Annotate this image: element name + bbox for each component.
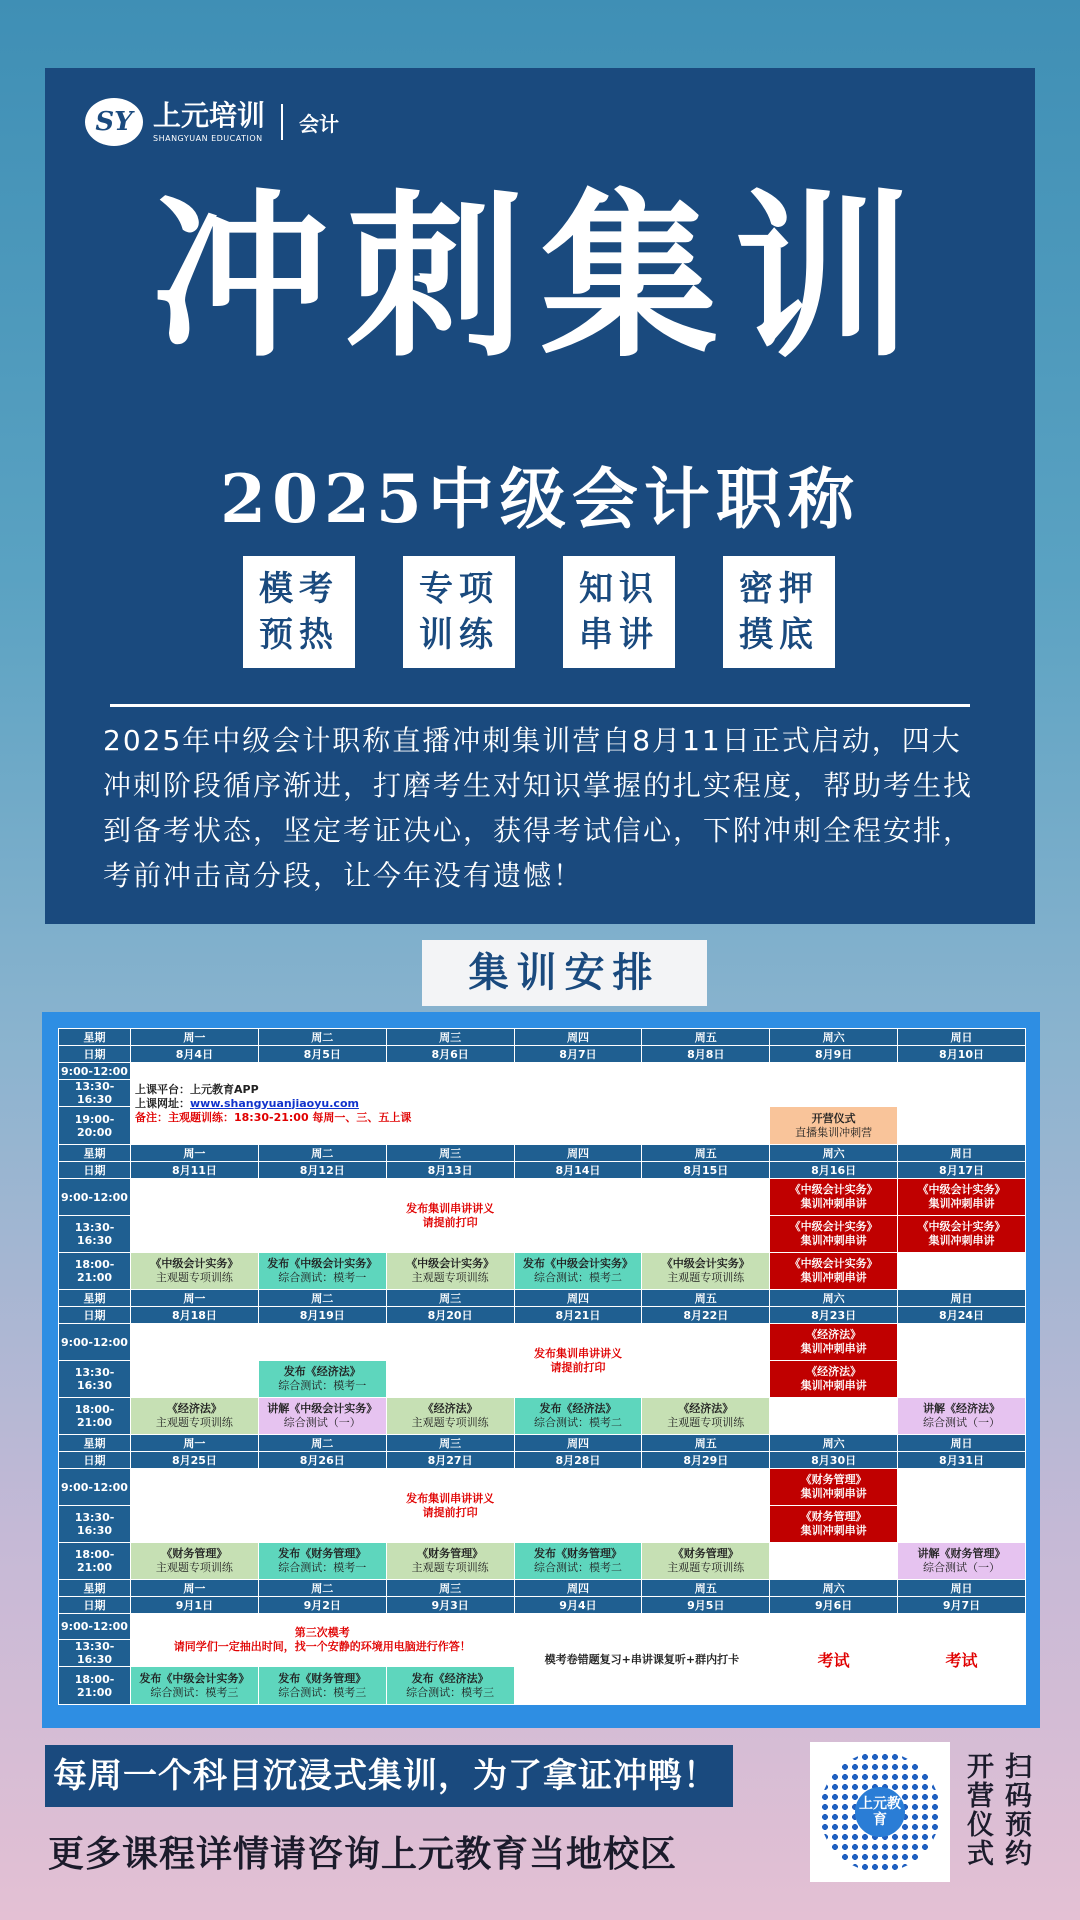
table-cell: 8月5日	[258, 1046, 386, 1063]
table-row	[59, 1290, 1026, 1307]
table-cell: 周二	[258, 1290, 386, 1307]
table-cell: 周二	[258, 1580, 386, 1597]
table-row	[59, 1469, 1026, 1506]
session-cell	[770, 1216, 898, 1253]
page-title: 冲刺集训	[152, 172, 928, 381]
table-cell: 8月22日	[642, 1307, 770, 1324]
brand-name: 上元培训	[153, 98, 266, 132]
table-cell: 周三	[386, 1435, 514, 1452]
cell-text: 集训冲刺串讲	[928, 1234, 995, 1247]
tag-mock	[243, 556, 355, 668]
cell-text: 直播集训冲刺营	[795, 1125, 873, 1139]
table-cell: 9:00-12:00	[59, 1614, 131, 1640]
session-cell	[642, 1253, 770, 1290]
table-cell: 星期	[59, 1029, 131, 1046]
session-cell	[386, 1543, 514, 1580]
table-cell: 周三	[386, 1580, 514, 1597]
table-cell: 8月14日	[514, 1162, 642, 1179]
cell-text: 请提前打印	[422, 1215, 478, 1229]
table-cell: 13:30-16:30	[59, 1506, 131, 1543]
table-cell: 8月19日	[258, 1307, 386, 1324]
cell-text: 《经济法》	[166, 1402, 222, 1415]
session-cell	[770, 1506, 898, 1543]
cell-text: 综合测试：模考二	[533, 1416, 622, 1429]
session-cell	[131, 1398, 259, 1435]
brand-en: SHANGYUAN EDUCATION	[153, 133, 263, 143]
cell-text: 主观题专项训练	[155, 1271, 233, 1284]
table-cell: 8月27日	[386, 1452, 514, 1469]
session-cell	[131, 1667, 259, 1705]
divider	[110, 704, 970, 707]
table-cell: 8月6日	[386, 1046, 514, 1063]
cell-text: 综合测试：模考二	[533, 1561, 622, 1574]
hero-panel	[45, 68, 1035, 924]
table-cell	[131, 1324, 259, 1398]
cell-text: 主观题专项训练	[155, 1561, 233, 1574]
cell-text: 集训冲刺串讲	[800, 1487, 867, 1500]
session-cell	[386, 1253, 514, 1290]
feature-tags	[243, 556, 835, 668]
cell-text: 综合测试：模考一	[278, 1271, 367, 1284]
cell-text: 发布《财务管理》	[533, 1547, 622, 1560]
qr-logo: 上元教育	[855, 1787, 905, 1837]
session-cell	[258, 1253, 386, 1290]
cell-text: 《经济法》	[806, 1365, 862, 1378]
cell-text: 主观题专项训练	[411, 1271, 489, 1284]
table-cell: 周六	[770, 1290, 898, 1307]
table-cell: 18:00-21:00	[59, 1253, 131, 1290]
session-cell	[131, 1253, 259, 1290]
cell-text: 发布《经济法》	[283, 1365, 361, 1378]
table-cell: 8月20日	[386, 1307, 514, 1324]
table-cell: 周五	[642, 1145, 770, 1162]
table-cell: 周一	[131, 1580, 259, 1597]
cell-text: 专项	[419, 569, 499, 609]
table-cell: 13:30-16:30	[59, 1361, 131, 1398]
table-cell: 周五	[642, 1029, 770, 1046]
schedule-title: 集训安排	[422, 940, 707, 1006]
cell-text: 训练	[419, 615, 499, 655]
cell-text: 综合测试（一）	[283, 1416, 361, 1429]
cell-text: 综合测试：模考三	[278, 1685, 367, 1699]
publish-notice	[386, 1324, 770, 1398]
cell-text: 《财务管理》	[161, 1547, 228, 1560]
cell-text: 主观题专项训练	[667, 1271, 745, 1284]
table-cell: 周一	[131, 1029, 259, 1046]
slogan-banner: 每周一个科目沉浸式集训，为了拿证冲鸭！	[45, 1745, 733, 1807]
table-row	[59, 1324, 1026, 1361]
session-cell	[770, 1361, 898, 1398]
session-cell	[770, 1324, 898, 1361]
table-cell: 9月5日	[642, 1597, 770, 1614]
table-cell: 日期	[59, 1307, 131, 1324]
cell-text: 串讲	[579, 615, 659, 655]
table-cell: 日期	[59, 1597, 131, 1614]
session-cell	[258, 1361, 386, 1398]
vertical-ceremony: 开营仪式	[962, 1752, 993, 1868]
table-row	[59, 1597, 1026, 1614]
table-cell: 8月11日	[131, 1162, 259, 1179]
table-row	[59, 1179, 1026, 1216]
table-cell: 星期	[59, 1435, 131, 1452]
table-row	[59, 1435, 1026, 1452]
table-cell: 8月9日	[770, 1046, 898, 1063]
cell-text: 《中级会计实务》	[150, 1257, 239, 1270]
session-cell	[514, 1543, 642, 1580]
cell-text: 综合测试：模考一	[278, 1379, 367, 1392]
table-row	[59, 1452, 1026, 1469]
cell-text: 《经济法》	[806, 1328, 862, 1341]
opening-ceremony	[770, 1107, 898, 1145]
table-cell: 9月4日	[514, 1597, 642, 1614]
table-cell: 周五	[642, 1435, 770, 1452]
session-cell	[898, 1216, 1026, 1253]
table-cell: 8月7日	[514, 1046, 642, 1063]
cell-text: 《中级会计实务》	[789, 1220, 878, 1233]
cell-text: 请提前打印	[422, 1505, 478, 1519]
table-cell	[898, 1469, 1026, 1543]
cell-text: 备注：主观题训练：18:30-21:00 每周一、三、五上课	[135, 1110, 412, 1124]
cell-text: 《财务管理》	[417, 1547, 484, 1560]
table-cell: 8月4日	[131, 1046, 259, 1063]
table-cell: 星期	[59, 1290, 131, 1307]
cell-text: 综合测试（一）	[923, 1416, 1001, 1429]
table-cell: 周六	[770, 1145, 898, 1162]
session-cell	[386, 1398, 514, 1435]
session-cell	[770, 1469, 898, 1506]
table-cell: 周一	[131, 1145, 259, 1162]
table-cell: 8月28日	[514, 1452, 642, 1469]
session-cell	[770, 1179, 898, 1216]
page-subtitle: 2025中级会计职称	[220, 460, 860, 538]
table-cell: 8月8日	[642, 1046, 770, 1063]
cell-text: 主观题专项训练	[667, 1416, 745, 1429]
cell-text: 主观题专项训练	[411, 1416, 489, 1429]
session-cell	[258, 1543, 386, 1580]
table-row	[59, 1253, 1026, 1290]
cell-text: 主观题专项训练	[411, 1561, 489, 1574]
table-cell: 周六	[770, 1580, 898, 1597]
cell-text: 综合测试（一）	[923, 1561, 1001, 1574]
table-cell: 18:00-21:00	[59, 1398, 131, 1435]
table-cell: 周三	[386, 1290, 514, 1307]
intro-text: 2025年中级会计职称直播冲刺集训营自8月11日正式启动，四大冲刺阶段循序渐进，打磨考生对知识掌握的扎实程度，帮助考生找到备考状态，坚定考证决心，获得考试信心，下附冲刺全程安排，考前冲击高分段，让今年没有遗憾！	[103, 724, 974, 892]
table-cell	[770, 1543, 898, 1580]
session-cell	[898, 1398, 1026, 1435]
cell-text: 《中级会计实务》	[789, 1257, 878, 1270]
table-cell	[258, 1324, 386, 1361]
mock-notice	[131, 1614, 515, 1667]
table-cell: 9:00-12:00	[59, 1324, 131, 1361]
table-cell: 8月13日	[386, 1162, 514, 1179]
session-cell	[514, 1253, 642, 1290]
cell-text: 发布《财务管理》	[278, 1671, 367, 1685]
table-cell: 8月16日	[770, 1162, 898, 1179]
table-cell	[770, 1063, 898, 1107]
table-cell: 周四	[514, 1029, 642, 1046]
table-cell: 周二	[258, 1029, 386, 1046]
cell-text: 《财务管理》	[672, 1547, 739, 1560]
table-cell: 日期	[59, 1046, 131, 1063]
cell-text: 综合测试：模考一	[278, 1561, 367, 1574]
table-cell: 8月25日	[131, 1452, 259, 1469]
table-cell: 周日	[898, 1580, 1026, 1597]
cell-text: 请同学们一定抽出时间，找一个安静的环境用电脑进行作答！	[173, 1640, 471, 1653]
session-cell	[642, 1543, 770, 1580]
cell-text: 第三次模考	[294, 1626, 350, 1639]
course-link[interactable]: www.shangyuanjiaoyu.com	[190, 1096, 359, 1110]
table-cell: 周五	[642, 1290, 770, 1307]
tag-training	[403, 556, 515, 668]
table-row	[59, 1162, 1026, 1179]
cell-text: 发布集训串讲讲义	[533, 1346, 622, 1360]
cell-text: 发布《经济法》	[411, 1671, 489, 1685]
qr-code[interactable]	[810, 1742, 950, 1882]
cell-text: 开营仪式	[811, 1111, 856, 1125]
cell-text: 发布集训串讲讲义	[406, 1201, 495, 1215]
table-cell: 18:00-21:00	[59, 1543, 131, 1580]
table-cell: 周二	[258, 1145, 386, 1162]
table-cell: 18:00-21:00	[59, 1667, 131, 1705]
table-cell	[770, 1398, 898, 1435]
table-cell: 8月24日	[898, 1307, 1026, 1324]
session-cell	[258, 1667, 386, 1705]
table-row	[59, 1398, 1026, 1435]
cell-text: 模考	[259, 569, 339, 609]
cell-text: 请提前打印	[550, 1360, 606, 1374]
cell-text: 《财务管理》	[800, 1473, 867, 1486]
session-cell	[642, 1398, 770, 1435]
table-cell: 9月7日	[898, 1597, 1026, 1614]
weekday-row	[59, 1029, 1026, 1046]
publish-notice	[131, 1179, 770, 1253]
session-cell	[258, 1398, 386, 1435]
cell-text: 密押	[739, 569, 819, 609]
table-cell	[898, 1253, 1026, 1290]
table-row	[59, 1145, 1026, 1162]
table-cell: 8月18日	[131, 1307, 259, 1324]
table-cell: 周六	[770, 1029, 898, 1046]
cell-text: 《中级会计实务》	[917, 1220, 1006, 1233]
cell-text: 讲解《经济法》	[923, 1402, 1001, 1415]
table-cell: 周日	[898, 1435, 1026, 1452]
session-cell	[514, 1398, 642, 1435]
table-cell: 8月30日	[770, 1452, 898, 1469]
table-cell: 8月21日	[514, 1307, 642, 1324]
table-cell: 周四	[514, 1580, 642, 1597]
session-cell	[131, 1543, 259, 1580]
table-cell: 日期	[59, 1452, 131, 1469]
table-cell: 13:30-16:30	[59, 1216, 131, 1253]
table-cell: 8月10日	[898, 1046, 1026, 1063]
session-cell	[898, 1179, 1026, 1216]
cell-text: 集训冲刺串讲	[800, 1342, 867, 1355]
cell-text: 摸底	[739, 615, 819, 655]
table-cell: 19:00-20:00	[59, 1107, 131, 1145]
publish-notice	[131, 1469, 770, 1543]
table-cell: 9:00-12:00	[59, 1469, 131, 1506]
table-cell: 9月6日	[770, 1597, 898, 1614]
table-cell: 9:00-12:00	[59, 1063, 131, 1080]
table-cell: 周一	[131, 1290, 259, 1307]
cell-text: 发布集训串讲讲义	[406, 1491, 495, 1505]
table-cell	[898, 1324, 1026, 1398]
table-cell: 13:30-16:30	[59, 1640, 131, 1667]
cell-text: 《中级会计实务》	[661, 1257, 750, 1270]
brand-category: 会计	[299, 111, 340, 136]
cell-text: 发布《中级会计实务》	[522, 1257, 633, 1270]
logo-divider	[281, 104, 283, 140]
table-cell: 周三	[386, 1029, 514, 1046]
cell-text: 综合测试：模考三	[406, 1685, 495, 1699]
vertical-scan: 扫码预约	[1000, 1752, 1031, 1868]
table-cell: 13:30-16:30	[59, 1080, 131, 1107]
table-cell: 周五	[642, 1580, 770, 1597]
session-cell	[386, 1667, 514, 1705]
cell-text: 主观题专项训练	[667, 1561, 745, 1574]
cell-text: 主观题专项训练	[155, 1416, 233, 1429]
cell-text: 发布《中级会计实务》	[139, 1671, 250, 1685]
table-cell: 8月26日	[258, 1452, 386, 1469]
contact-line: 更多课程详情请咨询上元教育当地校区	[48, 1833, 678, 1875]
table-row	[59, 1307, 1026, 1324]
brand-logo	[85, 98, 339, 146]
exam-cell: 考试	[898, 1614, 1026, 1705]
table-cell: 周二	[258, 1435, 386, 1452]
cell-text: 《中级会计实务》	[789, 1183, 878, 1196]
table-cell: 星期	[59, 1580, 131, 1597]
cell-text: 预热	[259, 615, 339, 655]
cell-text: 上课平台：上元教育APP	[135, 1082, 259, 1096]
platform-info	[131, 1063, 770, 1145]
table-cell: 周日	[898, 1029, 1026, 1046]
logo-mark-icon: SY	[85, 98, 143, 146]
cell-text	[135, 1097, 769, 1111]
cell-text: 上课网址：	[135, 1096, 190, 1110]
table-row	[59, 1580, 1026, 1597]
table-cell: 周四	[514, 1145, 642, 1162]
table-cell	[898, 1063, 1026, 1145]
table-row	[59, 1543, 1026, 1580]
table-cell: 8月31日	[898, 1452, 1026, 1469]
cell-text: 集训冲刺串讲	[800, 1234, 867, 1247]
session-cell	[898, 1543, 1026, 1580]
table-cell: 8月12日	[258, 1162, 386, 1179]
table-cell: 周三	[386, 1145, 514, 1162]
table-row	[59, 1614, 1026, 1640]
table-row	[59, 1063, 1026, 1080]
cell-text: 集训冲刺串讲	[800, 1271, 867, 1284]
table-cell: 9月2日	[258, 1597, 386, 1614]
table-cell: 8月17日	[898, 1162, 1026, 1179]
cell-text: 讲解《中级会计实务》	[267, 1402, 378, 1415]
cell-text: 讲解《财务管理》	[917, 1547, 1006, 1560]
cell-text: 《中级会计实务》	[406, 1257, 495, 1270]
cell-text: 集训冲刺串讲	[928, 1197, 995, 1210]
cell-text: 发布《财务管理》	[278, 1547, 367, 1560]
cell-text: 知识	[579, 569, 659, 609]
session-cell	[770, 1253, 898, 1290]
table-cell: 日期	[59, 1162, 131, 1179]
schedule-table	[42, 1012, 1040, 1728]
table-cell: 星期	[59, 1145, 131, 1162]
tag-secret	[723, 556, 835, 668]
cell-text: 发布《经济法》	[539, 1402, 617, 1415]
table-cell: 8月29日	[642, 1452, 770, 1469]
table-cell: 周六	[770, 1435, 898, 1452]
table-cell: 9:00-12:00	[59, 1179, 131, 1216]
cell-text: 集训冲刺串讲	[800, 1197, 867, 1210]
cell-text: 《中级会计实务》	[917, 1183, 1006, 1196]
exam-cell: 考试	[770, 1614, 898, 1705]
tag-lecture	[563, 556, 675, 668]
table-cell: 周日	[898, 1145, 1026, 1162]
cell-text: 发布《中级会计实务》	[267, 1257, 378, 1270]
table-cell: 8月15日	[642, 1162, 770, 1179]
table-cell: 8月23日	[770, 1307, 898, 1324]
cell-text: 综合测试：模考二	[533, 1271, 622, 1284]
table-cell: 周四	[514, 1290, 642, 1307]
table-cell: 周四	[514, 1435, 642, 1452]
table-cell: 周一	[131, 1435, 259, 1452]
cell-text: 《经济法》	[422, 1402, 478, 1415]
cell-text: 《财务管理》	[800, 1510, 867, 1523]
cell-text: 集训冲刺串讲	[800, 1524, 867, 1537]
review-cell: 模考卷错题复习+串讲课复听+群内打卡	[514, 1614, 770, 1705]
table-cell: 周日	[898, 1290, 1026, 1307]
cell-text: 综合测试：模考三	[150, 1685, 239, 1699]
date-row	[59, 1046, 1026, 1063]
qr-pattern-icon	[820, 1752, 940, 1872]
table-cell: 9月1日	[131, 1597, 259, 1614]
table-cell: 9月3日	[386, 1597, 514, 1614]
cell-text: 《经济法》	[678, 1402, 734, 1415]
cell-text: 集训冲刺串讲	[800, 1379, 867, 1392]
